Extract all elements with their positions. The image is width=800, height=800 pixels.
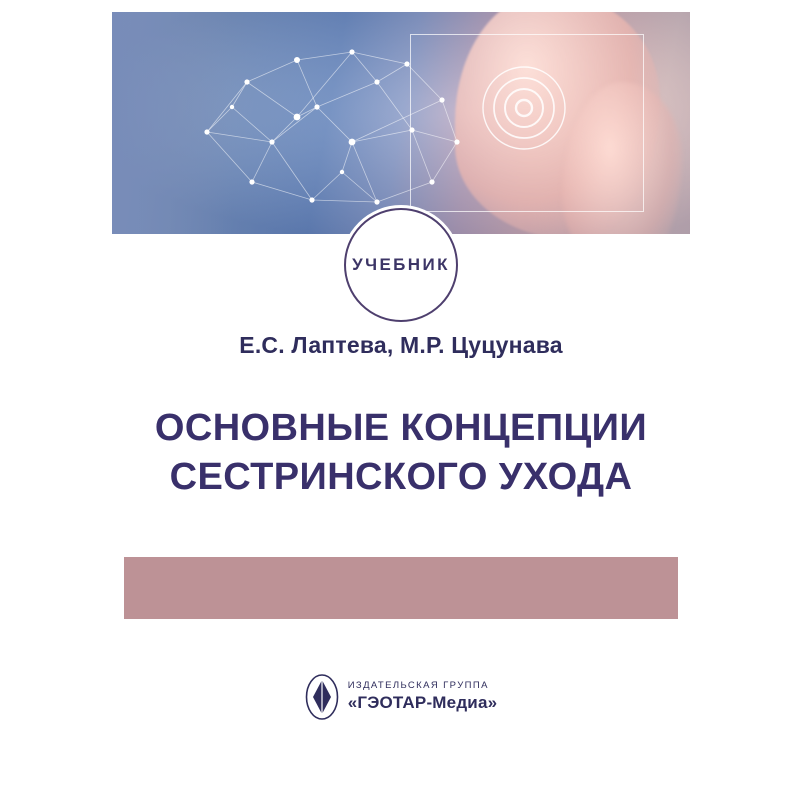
title-line-2: СЕСТРИНСКОГО УХОДА bbox=[169, 455, 633, 498]
publisher-tagline: ИЗДАТЕЛЬСКАЯ ГРУППА bbox=[347, 680, 489, 692]
publisher-name: «ГЭОТАР-Медиа» bbox=[347, 692, 498, 712]
geotar-media-logo-icon bbox=[305, 674, 339, 720]
publisher-block bbox=[112, 674, 690, 720]
book-title bbox=[112, 404, 690, 501]
authors-line: Е.С. Лаптева, М.Р. Цуцунава bbox=[239, 332, 563, 358]
cover-hero-image bbox=[112, 12, 690, 234]
ripple-rings-icon bbox=[112, 12, 690, 234]
badge-label: УЧЕБНИК bbox=[352, 255, 450, 274]
uchebnik-badge bbox=[344, 208, 458, 322]
book-cover bbox=[112, 12, 690, 788]
title-line-1: ОСНОВНЫЕ КОНЦЕПЦИИ bbox=[154, 407, 648, 449]
decorative-color-band bbox=[124, 557, 678, 619]
